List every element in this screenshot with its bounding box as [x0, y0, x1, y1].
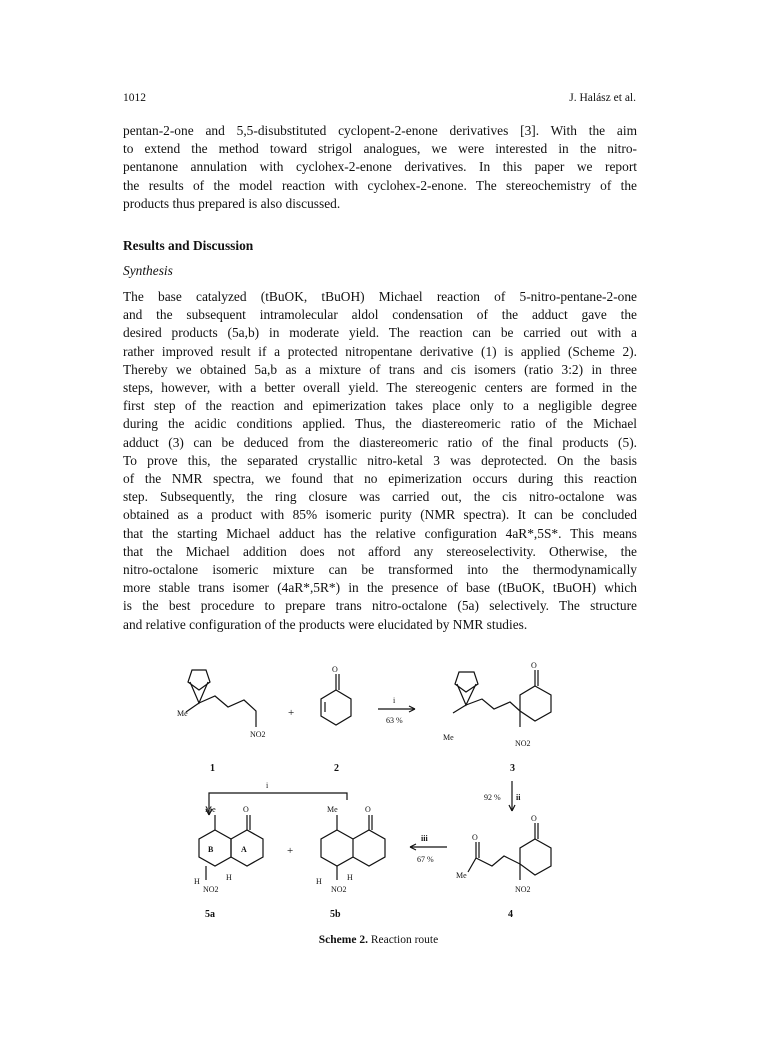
compound-2	[321, 665, 351, 725]
hydrogen-label: H	[226, 873, 232, 882]
text-line: To prove this, the separated crystallic nitro-ketal 3 was deprotected. On the basis	[123, 452, 637, 468]
compound-4	[456, 814, 551, 894]
ring-b-label: B	[208, 845, 214, 854]
label-1: 1	[210, 763, 215, 774]
ring-a-label: A	[241, 845, 247, 854]
text-line: step. Subsequently, the ring closure was carried out, the cis nitro-octalone was	[123, 489, 637, 505]
yield-63: 63 %	[386, 716, 403, 725]
text-line: rather improved result if a protected nitropentane derivative (1) is applied (Scheme 2).	[123, 343, 637, 359]
caption-label: Scheme 2.	[318, 934, 368, 946]
compound-5b	[316, 805, 385, 894]
plus-sign: +	[288, 707, 295, 719]
text-line: pentan-2-one and 5,5-disubstituted cyclopent-2-enone derivatives [3]. With the aim	[123, 123, 637, 138]
label-5b: 5b	[330, 909, 341, 920]
methyl-label: Me	[456, 871, 467, 880]
text-line: Thereby we obtained 5a,b as a mixture of trans and cis isomers (ratio 3:2) in three	[123, 361, 637, 377]
text-line: nitro-octalone isomeric mixture can be transformed into the thermodynamically	[123, 562, 637, 578]
nitro-label: NO2	[203, 885, 219, 894]
text-line: of the NMR spectra, we found that no epimerization occurs during this reaction	[123, 471, 637, 487]
plus-sign: +	[287, 845, 294, 857]
reagent-ii: ii	[516, 793, 521, 802]
label-3: 3	[510, 763, 515, 774]
text-line: is the best procedure to prepare trans nitro-octalone (5a) selectively. The structure	[123, 598, 637, 614]
compound-1	[177, 670, 266, 739]
nitro-label: NO2	[515, 885, 531, 894]
reagent-i-bottom: i	[266, 781, 269, 790]
text-line: obtained as a product with 85% isomeric purity (NMR spectra). It can be concluded	[123, 507, 637, 523]
text-line: The base catalyzed (tBuOK, tBuOH) Michael reaction of 5-nitro-pentane-2-one	[123, 289, 637, 304]
text-line: during the acidic conditions applied. Thus, the diastereomeric ratio of the Michael	[123, 416, 637, 432]
text-line: products thus prepared is also discussed.	[123, 195, 341, 211]
oxygen-label: O	[472, 833, 478, 842]
hydrogen-label: H	[194, 877, 200, 886]
subsection-title: Synthesis	[123, 263, 173, 278]
nitro-label: NO2	[250, 730, 266, 739]
text-line: and relative configuration of the products were elucidated by NMR studies.	[123, 616, 528, 632]
text-line: more stable trans isomer (4aR*,5R*) in the presence of base (tBuOK, tBuOH) which	[123, 580, 637, 596]
label-4: 4	[508, 909, 513, 920]
label-5a: 5a	[205, 909, 215, 920]
methyl-label: Me	[443, 733, 454, 742]
text-line: that the Michael addition does not afford any stereoselectivity. Otherwise, the	[123, 543, 637, 559]
scheme-caption	[0, 934, 757, 946]
caption-text: Reaction route	[370, 934, 439, 946]
text-line: pentanone annulation with cyclohex-2-enone derivatives. In this paper we report	[123, 159, 637, 175]
hydrogen-label: H	[316, 877, 322, 886]
hydrogen-label: H	[347, 873, 353, 882]
text-line: steps, however, with a better overall yield. The stereogenic centers are formed in the	[123, 380, 637, 396]
reagent-iii: iii	[421, 834, 428, 843]
text-line: desired products (5a,b) in moderate yield. The reaction can be carried out with a	[123, 325, 637, 341]
methyl-label: Me	[327, 805, 338, 814]
yield-92: 92 %	[484, 793, 501, 802]
oxygen-label: O	[531, 814, 537, 823]
compound-3	[443, 661, 551, 748]
text-line: adduct (3) can be deduced from the diastereomeric ratio of the final products (5).	[123, 434, 637, 450]
text-line: that the starting Michael adduct has the relative configuration 4aR*,5S*. This means	[123, 525, 637, 541]
text-line: to extend the method toward strigol analogues, we were interested in the nitro-	[123, 141, 637, 157]
page-number: 1012	[123, 92, 146, 104]
running-header-authors: J. Halász et al.	[569, 92, 636, 104]
oxygen-label: O	[332, 665, 338, 674]
yield-67: 67 %	[417, 855, 434, 864]
nitro-label: NO2	[331, 885, 347, 894]
reagent-i-top: i	[393, 696, 396, 705]
methyl-label: Me	[177, 709, 188, 718]
nitro-label: NO2	[515, 739, 531, 748]
compound-5a	[194, 805, 263, 894]
label-2: 2	[334, 763, 339, 774]
text-line: the results of the model reaction with cyclohex-2-enone. The stereochemistry of the	[123, 177, 637, 193]
text-line: and the subsequent intramolecular aldol condensation of the adduct gave the	[123, 307, 637, 323]
oxygen-label: O	[365, 805, 371, 814]
methyl-label: Me	[205, 805, 216, 814]
oxygen-label: O	[243, 805, 249, 814]
oxygen-label: O	[531, 661, 537, 670]
text-line: first step of the reaction and epimerization takes place only to a negligible degree	[123, 398, 637, 414]
section-title: Results and Discussion	[123, 238, 254, 253]
